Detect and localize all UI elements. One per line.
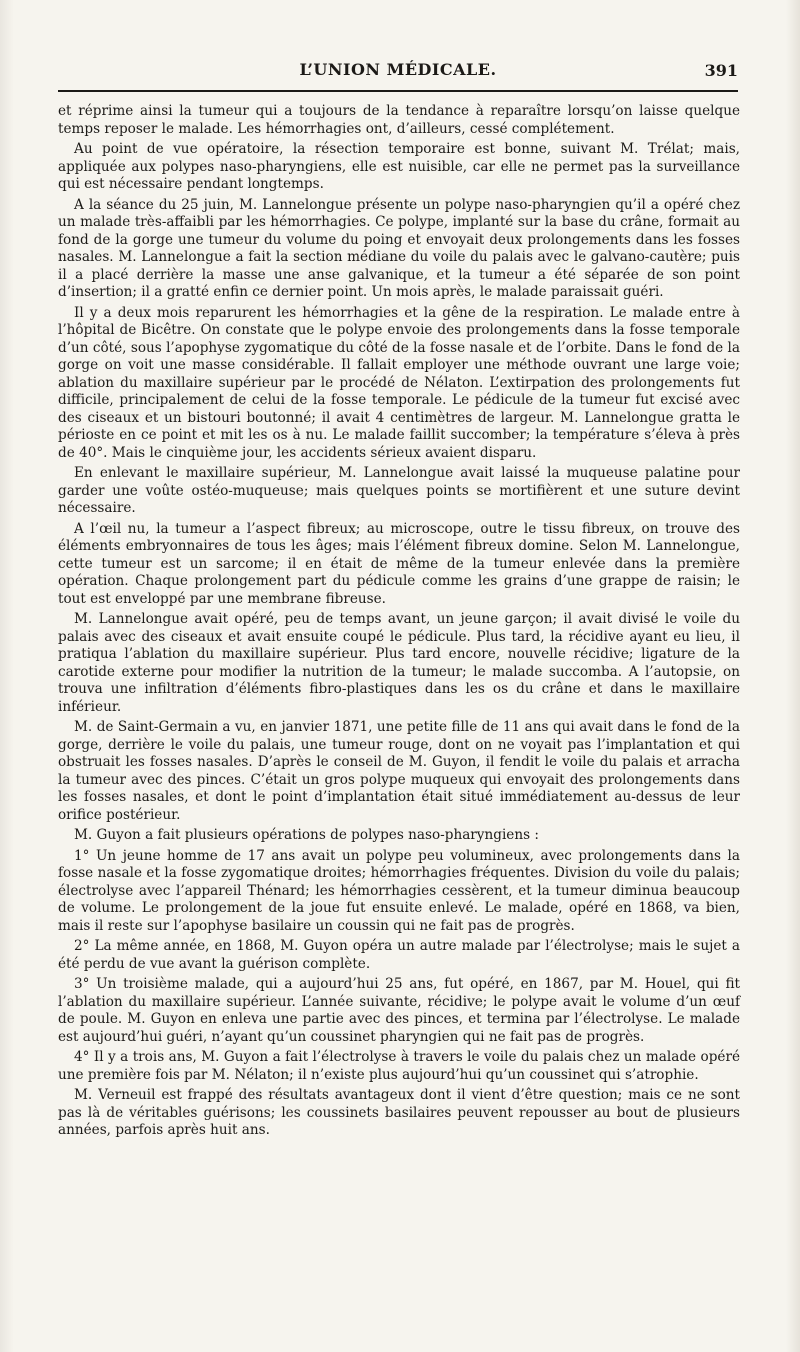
bleed-through-text <box>60 22 740 52</box>
numbered-item: 1° Un jeune homme de 17 ans avait un polype peu volumineux, avec prolongements dans la fosse nasale et la fosse zygomatique droites; hémorrhagies fréquentes. Division du voile du palais; électrolyse avec l’appareil Thénard; les hémorrhagies cessèrent, et la tumeur diminua beaucoup de volume. Le prolongement de la joue fut ensuite enlevé. Le malade, opéré en 1868, va bien, mais il reste sur l’apophyse basilaire un coussin qui ne fait pas de progrès. <box>58 847 740 934</box>
paragraph: Il y a deux mois reparurent les hémorrhagies et la gêne de la respiration. Le malade entre à l’hôpital de Bicêtre. On constate que le polype envoie des prolongements dans la fosse temporale d’un côté, sous l’apophyse zygomatique du côté de la fosse nasale et de l’orbite. Dans le fond de la gorge on voit une masse considérable. Il fallait employer une méthode ouvrant une large voie; ablation du maxillaire supérieur par le procédé de Nélaton. L’extirpation des prolongements fut difficile, principalement de celui de la fosse temporale. Le pédicule de la tumeur fut excisé avec des ciseaux et un bistouri boutonné; il avait 4 centimètres de largeur. M. Lannelongue gratta le périoste en ce point et mit les os à nu. Le malade faillit succomber; la température s’éleva à près de 40°. Mais le cinquième jour, les accidents sérieux avaient disparu. <box>58 304 740 461</box>
paragraph: A la séance du 25 juin, M. Lannelongue présente un polype naso-pharyngien qu’il a opéré chez un malade très-affaibli par les hémorrhagies. Ce polype, implanté sur la base du crâne, formait au fond de la gorge une tumeur du volume du poing et envoyait deux prolongements dans les fosses nasales. M. Lannelongue a fait la section médiane du voile du palais avec le galvano-cautère; puis il a placé derrière la masse une anse galvanique, et la tumeur a été séparée de son point d’insertion; il a gratté enfin ce dernier point. Un mois après, le malade paraissait guéri. <box>58 196 740 300</box>
paragraph: M. Verneuil est frappé des résultats avantageux dont il vient d’être question; mais ce ne sont pas là de véritables guérisons; les coussinets basilaires peuvent repousser au bout de plusieurs années, parfois après huit ans. <box>58 1087 740 1138</box>
paragraph: M. Lannelongue avait opéré, peu de temps avant, un jeune garçon; il avait divisé le voile du palais avec des ciseaux et avait ensuite coupé le pédicule. Plus tard, la récidive ayant eu lieu, il pratiqua l’ablation du maxillaire supérieur. Plus tard encore, nouvelle récidive; ligature de la carotide externe pour modifier la nutrition de la tumeur; le malade succomba. A l’autopsie, on trouva une infiltration d’éléments fibro-plastiques dans les os du crâne et dans le maxillaire inférieur. <box>58 611 740 715</box>
paragraph: A l’œil nu, la tumeur a l’aspect fibreux; au microscope, outre le tissu fibreux, on trouve des éléments embryonnaires de tous les âges; mais l’élément fibreux domine. Selon M. Lannelongue, cette tumeur est un sarcome; il en était de même de la tumeur enlevée dans la première opération. Chaque prolongement part du pédicule comme les grains d’une grappe de raisin; le tout est enveloppé par une membrane fibreuse. <box>58 520 740 607</box>
numbered-item: 2° La même année, en 1868, M. Guyon opéra un autre malade par l’électrolyse; mais le sujet a été perdu de vue avant la guérison complète. <box>58 938 740 972</box>
paragraph: et réprime ainsi la tumeur qui a toujours de la tendance à reparaître lorsqu’on laisse quelque temps reposer le malade. Les hémorrhagies ont, d’ailleurs, cessé complétement. <box>58 103 740 137</box>
journal-title: L’UNION MÉDICALE. <box>299 60 497 79</box>
numbered-item: 4° Il y a trois ans, M. Guyon a fait l’électrolyse à travers le voile du palais chez un malade opéré une première fois par M. Nélaton; il n’existe plus aujourd’hui qu’un coussinet qui s’atrophie. <box>58 1049 740 1083</box>
page-number: 391 <box>704 61 738 80</box>
article-body <box>58 103 740 1143</box>
header-rule <box>58 90 738 92</box>
paragraph: M. de Saint-Germain a vu, en janvier 1871, une petite fille de 11 ans qui avait dans le fond de la gorge, derrière le voile du palais, une tumeur rouge, dont on ne voyait pas l’implantation et qui obstruait les fosses nasales. D’après le conseil de M. Guyon, il fendit le voile du palais et arracha la tumeur avec des pinces. C’était un gros polype muqueux qui envoyait des prolongements dans les fosses nasales, et dont le point d’implantation était situé immédiatement au-dessus de leur orifice postérieur. <box>58 719 740 823</box>
numbered-item: 3° Un troisième malade, qui a aujourd’hui 25 ans, fut opéré, en 1867, par M. Houel, qui fit l’ablation du maxillaire supérieur. L’année suivante, récidive; le polype avait le volume d’un œuf de poule. M. Guyon en enleva une partie avec des pinces, et termina par l’électrolyse. Le malade est aujourd’hui guéri, n’ayant qu’un coussinet pharyngien qui ne fait pas de progrès. <box>58 976 740 1045</box>
paragraph: En enlevant le maxillaire supérieur, M. Lannelongue avait laissé la muqueuse palatine pour garder une voûte ostéo-muqueuse; mais quelques points se mortifièrent et une suture devint nécessaire. <box>58 465 740 516</box>
paragraph: Au point de vue opératoire, la résection temporaire est bonne, suivant M. Trélat; mais, appliquée aux polypes naso-pharyngiens, elle est nuisible, car elle ne permet pas la surveillance qui est nécessaire pendant longtemps. <box>58 141 740 192</box>
running-header <box>58 60 738 88</box>
paragraph: M. Guyon a fait plusieurs opérations de polypes naso-pharyngiens : <box>74 827 539 843</box>
